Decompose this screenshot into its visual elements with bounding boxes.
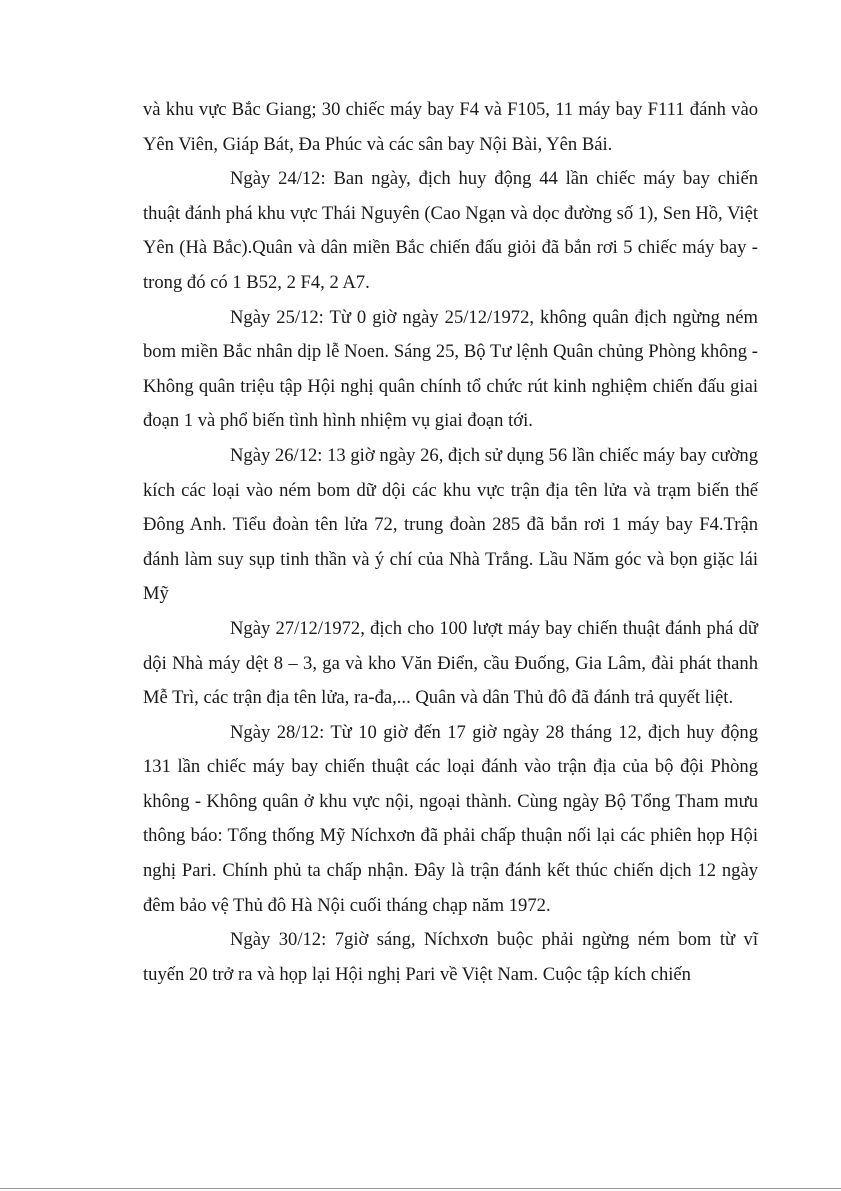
- body-text: [143, 93, 758, 992]
- paragraph-continuation: và khu vực Bắc Giang; 30 chiếc máy bay F4 và F105, 11 máy bay F111 đánh vào Yên Viên, Giáp Bát, Đa Phúc và các sân bay Nội Bài, Yên Bái.: [143, 99, 758, 155]
- paragraph-dec-26: Ngày 26/12: 13 giờ ngày 26, địch sử dụng 56 lần chiếc máy bay cường kích các loại vào ném bom dữ dội các khu vực trận địa tên lửa và trạm biến thế Đông Anh. Tiểu đoàn tên lửa 72, trung đoàn 285 đã bắn rơi 1 máy bay F4.Trận đánh làm suy sụp tinh thần và ý chí của Nhà Trắng. Lầu Năm góc và bọn giặc lái Mỹ: [143, 444, 758, 605]
- paragraph-dec-28: Ngày 28/12: Từ 10 giờ đến 17 giờ ngày 28 tháng 12, địch huy động 131 lần chiếc máy bay chiến thuật các loại đánh vào trận địa của bộ đội Phòng không - Không quân ở khu vực nội, ngoại thành. Cùng ngày Bộ Tổng Tham mưu thông báo: Tổng thống Mỹ Níchxơn đã phải chấp thuận nối lại các phiên họp Hội nghị Pari. Chính phủ ta chấp nhận. Đây là trận đánh kết thúc chiến dịch 12 ngày đêm bảo vệ Thủ đô Hà Nội cuối tháng chạp năm 1972.: [143, 721, 758, 916]
- paragraph-dec-30: Ngày 30/12: 7giờ sáng, Níchxơn buộc phải ngừng ném bom từ vĩ tuyến 20 trở ra và họp lại Hội nghị Pari về Việt Nam. Cuộc tập kích chiến: [143, 929, 758, 985]
- paragraph-dec-25: Ngày 25/12: Từ 0 giờ ngày 25/12/1972, không quân địch ngừng ném bom miền Bắc nhân dịp lễ Noen. Sáng 25, Bộ Tư lệnh Quân chủng Phòng không - Không quân triệu tập Hội nghị quân chính tổ chức rút kinh nghiệm chiến đấu giai đoạn 1 và phổ biến tình hình nhiệm vụ giai đoạn tới.: [143, 306, 758, 432]
- paragraph-dec-24: Ngày 24/12: Ban ngày, địch huy động 44 lần chiếc máy bay chiến thuật đánh phá khu vực Thái Nguyên (Cao Ngạn và dọc đường số 1), Sen Hồ, Việt Yên (Hà Bắc).Quân và dân miền Bắc chiến đấu giỏi đã bắn rơi 5 chiếc máy bay - trong đó có 1 B52, 2 F4, 2 A7.: [143, 168, 758, 293]
- page-bottom-divider: [0, 1188, 841, 1189]
- paragraph-dec-27: Ngày 27/12/1972, địch cho 100 lượt máy bay chiến thuật đánh phá dữ dội Nhà máy dệt 8 – 3, ga và kho Văn Điển, cầu Đuống, Gia Lâm, đài phát thanh Mễ Trì, các trận địa tên lửa, ra-đa,... Quân và dân Thủ đô đã đánh trả quyết liệt.: [143, 617, 758, 709]
